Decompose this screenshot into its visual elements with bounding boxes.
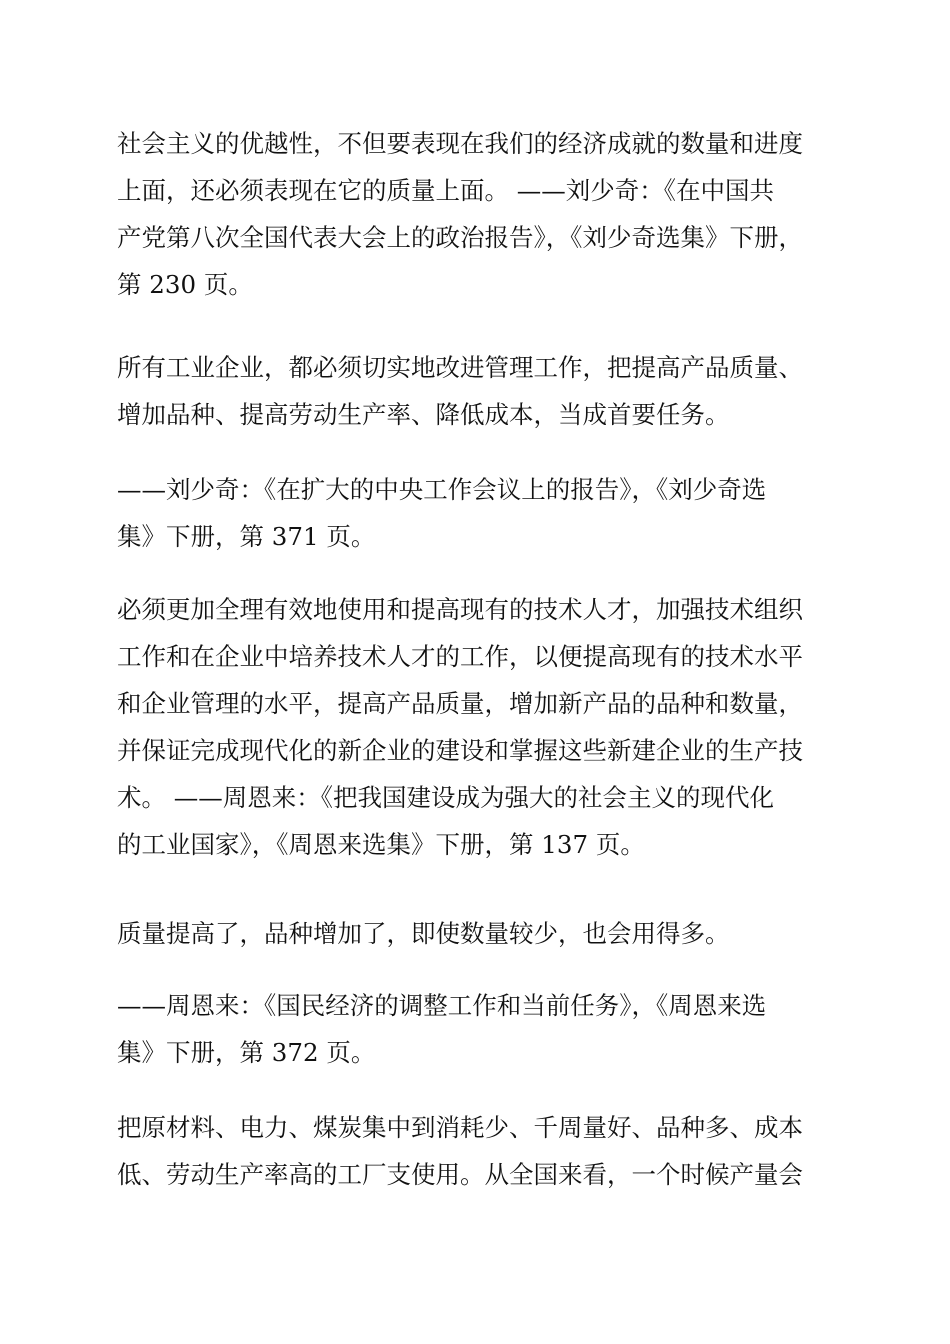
- text-line: 必须更加全理有效地使用和提高现有的技术人才，加强技术组织: [117, 595, 803, 624]
- citation-zhou-enlai-economic-adjustment: [117, 982, 857, 1076]
- paragraph-technical-talent: [117, 586, 857, 868]
- paragraph-resource-allocation: [117, 1104, 857, 1198]
- text-line: 第 230 页。: [117, 270, 253, 299]
- text-line: ——刘少奇：《在扩大的中央工作会议上的报告》，《刘少奇选: [117, 475, 767, 504]
- text-line: 低、劳动生产率高的工厂支使用。从全国来看，一个时候产量会: [117, 1160, 803, 1189]
- text-line: 的工业国家》，《周恩来选集》下册，第 137 页。: [117, 830, 645, 859]
- paragraph-industrial-management: [117, 344, 857, 438]
- text-line: 集》下册，第 371 页。: [117, 522, 376, 551]
- text-line: 工作和在企业中培养技术人才的工作，以便提高现有的技术水平: [117, 642, 803, 671]
- text-line: 产党第八次全国代表大会上的政治报告》，《刘少奇选集》下册，: [117, 223, 803, 252]
- text-line: 增加品种、提高劳动生产率、降低成本，当成首要任务。: [117, 400, 730, 429]
- text-line: 质量提高了，品种增加了，即使数量较少，也会用得多。: [117, 919, 730, 948]
- text-line: 上面，还必须表现在它的质量上面。 ——刘少奇：《在中国共: [117, 176, 775, 205]
- citation-liu-shaoqi-central-work-conference: [117, 466, 857, 560]
- text-line: 和企业管理的水平，提高产品质量，增加新产品的品种和数量，: [117, 689, 803, 718]
- text-line: 把原材料、电力、煤炭集中到消耗少、千周量好、品种多、成本: [117, 1113, 803, 1142]
- paragraph-quality-variety: [117, 910, 857, 957]
- text-line: 社会主义的优越性，不但要表现在我们的经济成就的数量和进度: [117, 129, 803, 158]
- text-line: 所有工业企业，都必须切实地改进管理工作，把提高产品质量、: [117, 353, 803, 382]
- paragraph-quote-liu-shaoqi-quality: [117, 120, 857, 308]
- text-line: 术。 ——周恩来：《把我国建设成为强大的社会主义的现代化: [117, 783, 775, 812]
- text-line: 集》下册，第 372 页。: [117, 1038, 376, 1067]
- text-line: 并保证完成现代化的新企业的建设和掌握这些新建企业的生产技: [117, 736, 803, 765]
- text-line: ——周恩来：《国民经济的调整工作和当前任务》，《周恩来选: [117, 991, 767, 1020]
